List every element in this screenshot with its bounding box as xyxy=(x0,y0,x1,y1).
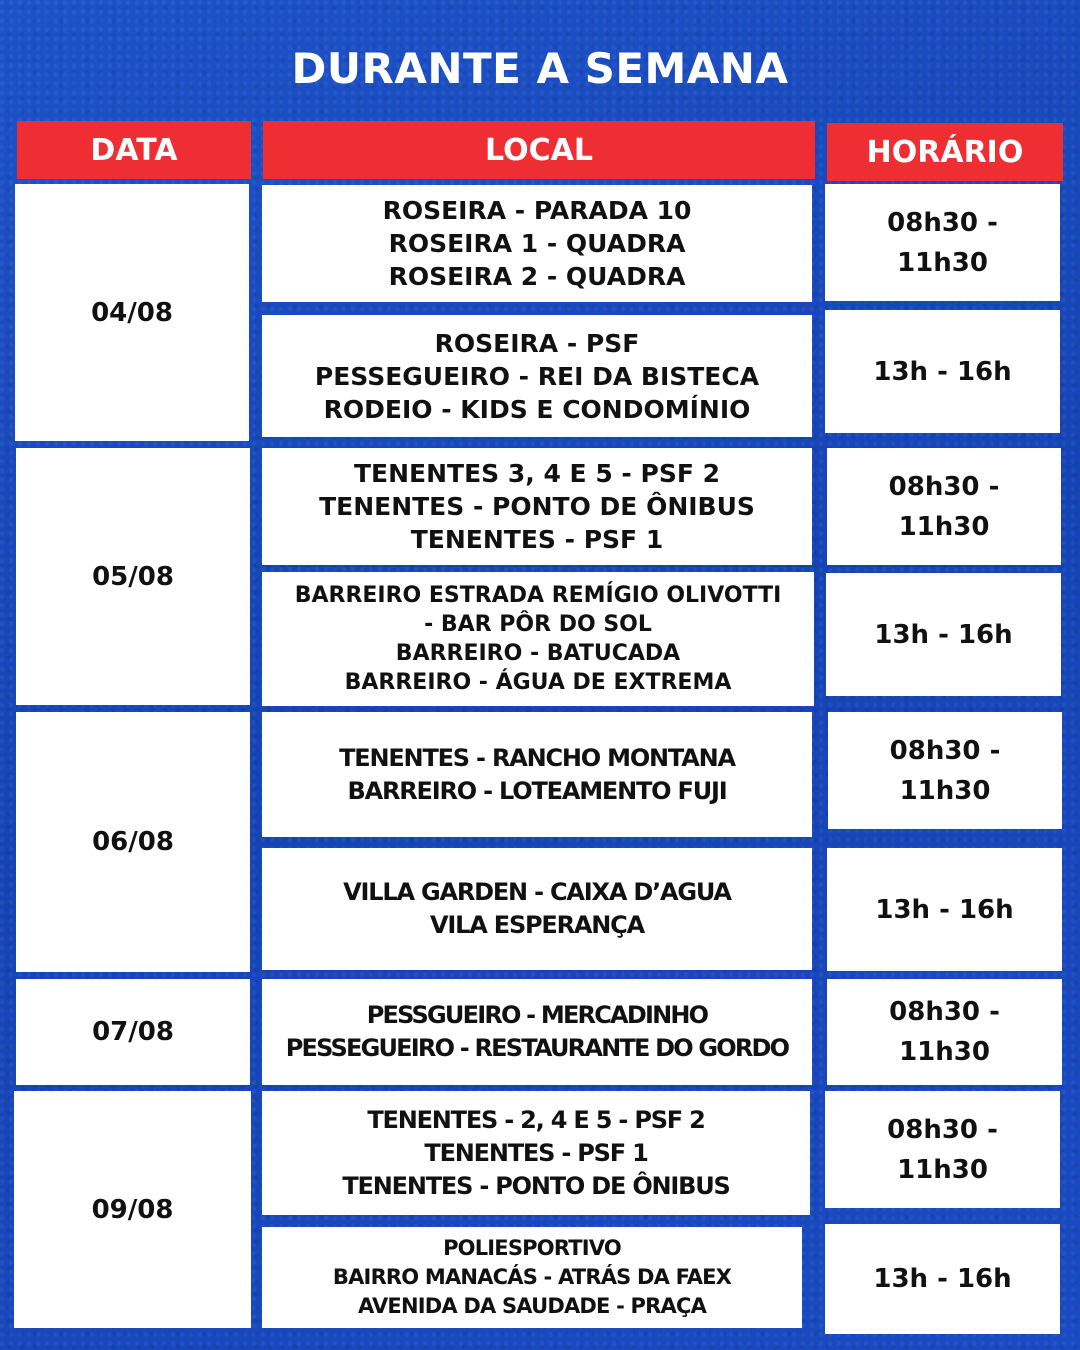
time-cell: 13h - 16h xyxy=(825,310,1060,433)
time-cell: 08h30 - 11h30 xyxy=(828,712,1062,829)
date-cell: 06/08 xyxy=(16,712,250,972)
time-cell: 08h30 - 11h30 xyxy=(825,184,1060,301)
location-cell: TENENTES - 2, 4 E 5 - PSF 2 TENENTES - PSF 1 TENENTES - PONTO DE ÔNIBUS xyxy=(262,1091,810,1215)
date-cell: 04/08 xyxy=(15,184,249,441)
location-cell: PESSGUEIRO - MERCADINHO PESSEGUEIRO - RESTAURANTE DO GORDO xyxy=(262,979,812,1085)
header-date: DATA xyxy=(17,121,251,179)
time-cell: 08h30 - 11h30 xyxy=(825,1091,1060,1208)
time-cell: 13h - 16h xyxy=(826,573,1061,696)
location-cell: TENENTES - RANCHO MONTANA BARREIRO - LOTEAMENTO FUJI xyxy=(262,712,812,837)
location-cell: TENENTES 3, 4 E 5 - PSF 2 TENENTES - PONTO DE ÔNIBUS TENENTES - PSF 1 xyxy=(262,448,812,565)
location-cell: ROSEIRA - PSF PESSEGUEIRO - REI DA BISTECA RODEIO - KIDS E CONDOMÍNIO xyxy=(262,315,812,437)
date-cell: 05/08 xyxy=(16,448,250,705)
header-time: HORÁRIO xyxy=(827,123,1063,181)
date-cell: 07/08 xyxy=(16,979,250,1085)
location-cell: BARREIRO ESTRADA REMÍGIO OLIVOTTI - BAR PÔR DO SOL BARREIRO - BATUCADA BARREIRO - ÁGUA DE EXTREMA xyxy=(262,572,814,706)
time-cell: 13h - 16h xyxy=(827,848,1062,971)
time-cell: 08h30 - 11h30 xyxy=(827,448,1061,565)
time-cell: 08h30 - 11h30 xyxy=(827,979,1062,1085)
date-cell: 09/08 xyxy=(14,1091,251,1328)
location-cell: VILLA GARDEN - CAIXA D’AGUA VILA ESPERANÇA xyxy=(262,848,812,970)
location-cell: POLIESPORTIVO BAIRRO MANACÁS - ATRÁS DA FAEX AVENIDA DA SAUDADE - PRAÇA xyxy=(262,1227,802,1328)
time-cell: 13h - 16h xyxy=(825,1224,1060,1334)
header-local: LOCAL xyxy=(263,121,815,179)
location-cell: ROSEIRA - PARADA 10 ROSEIRA 1 - QUADRA ROSEIRA 2 - QUADRA xyxy=(262,185,812,302)
page-title: DURANTE A SEMANA xyxy=(291,44,789,93)
